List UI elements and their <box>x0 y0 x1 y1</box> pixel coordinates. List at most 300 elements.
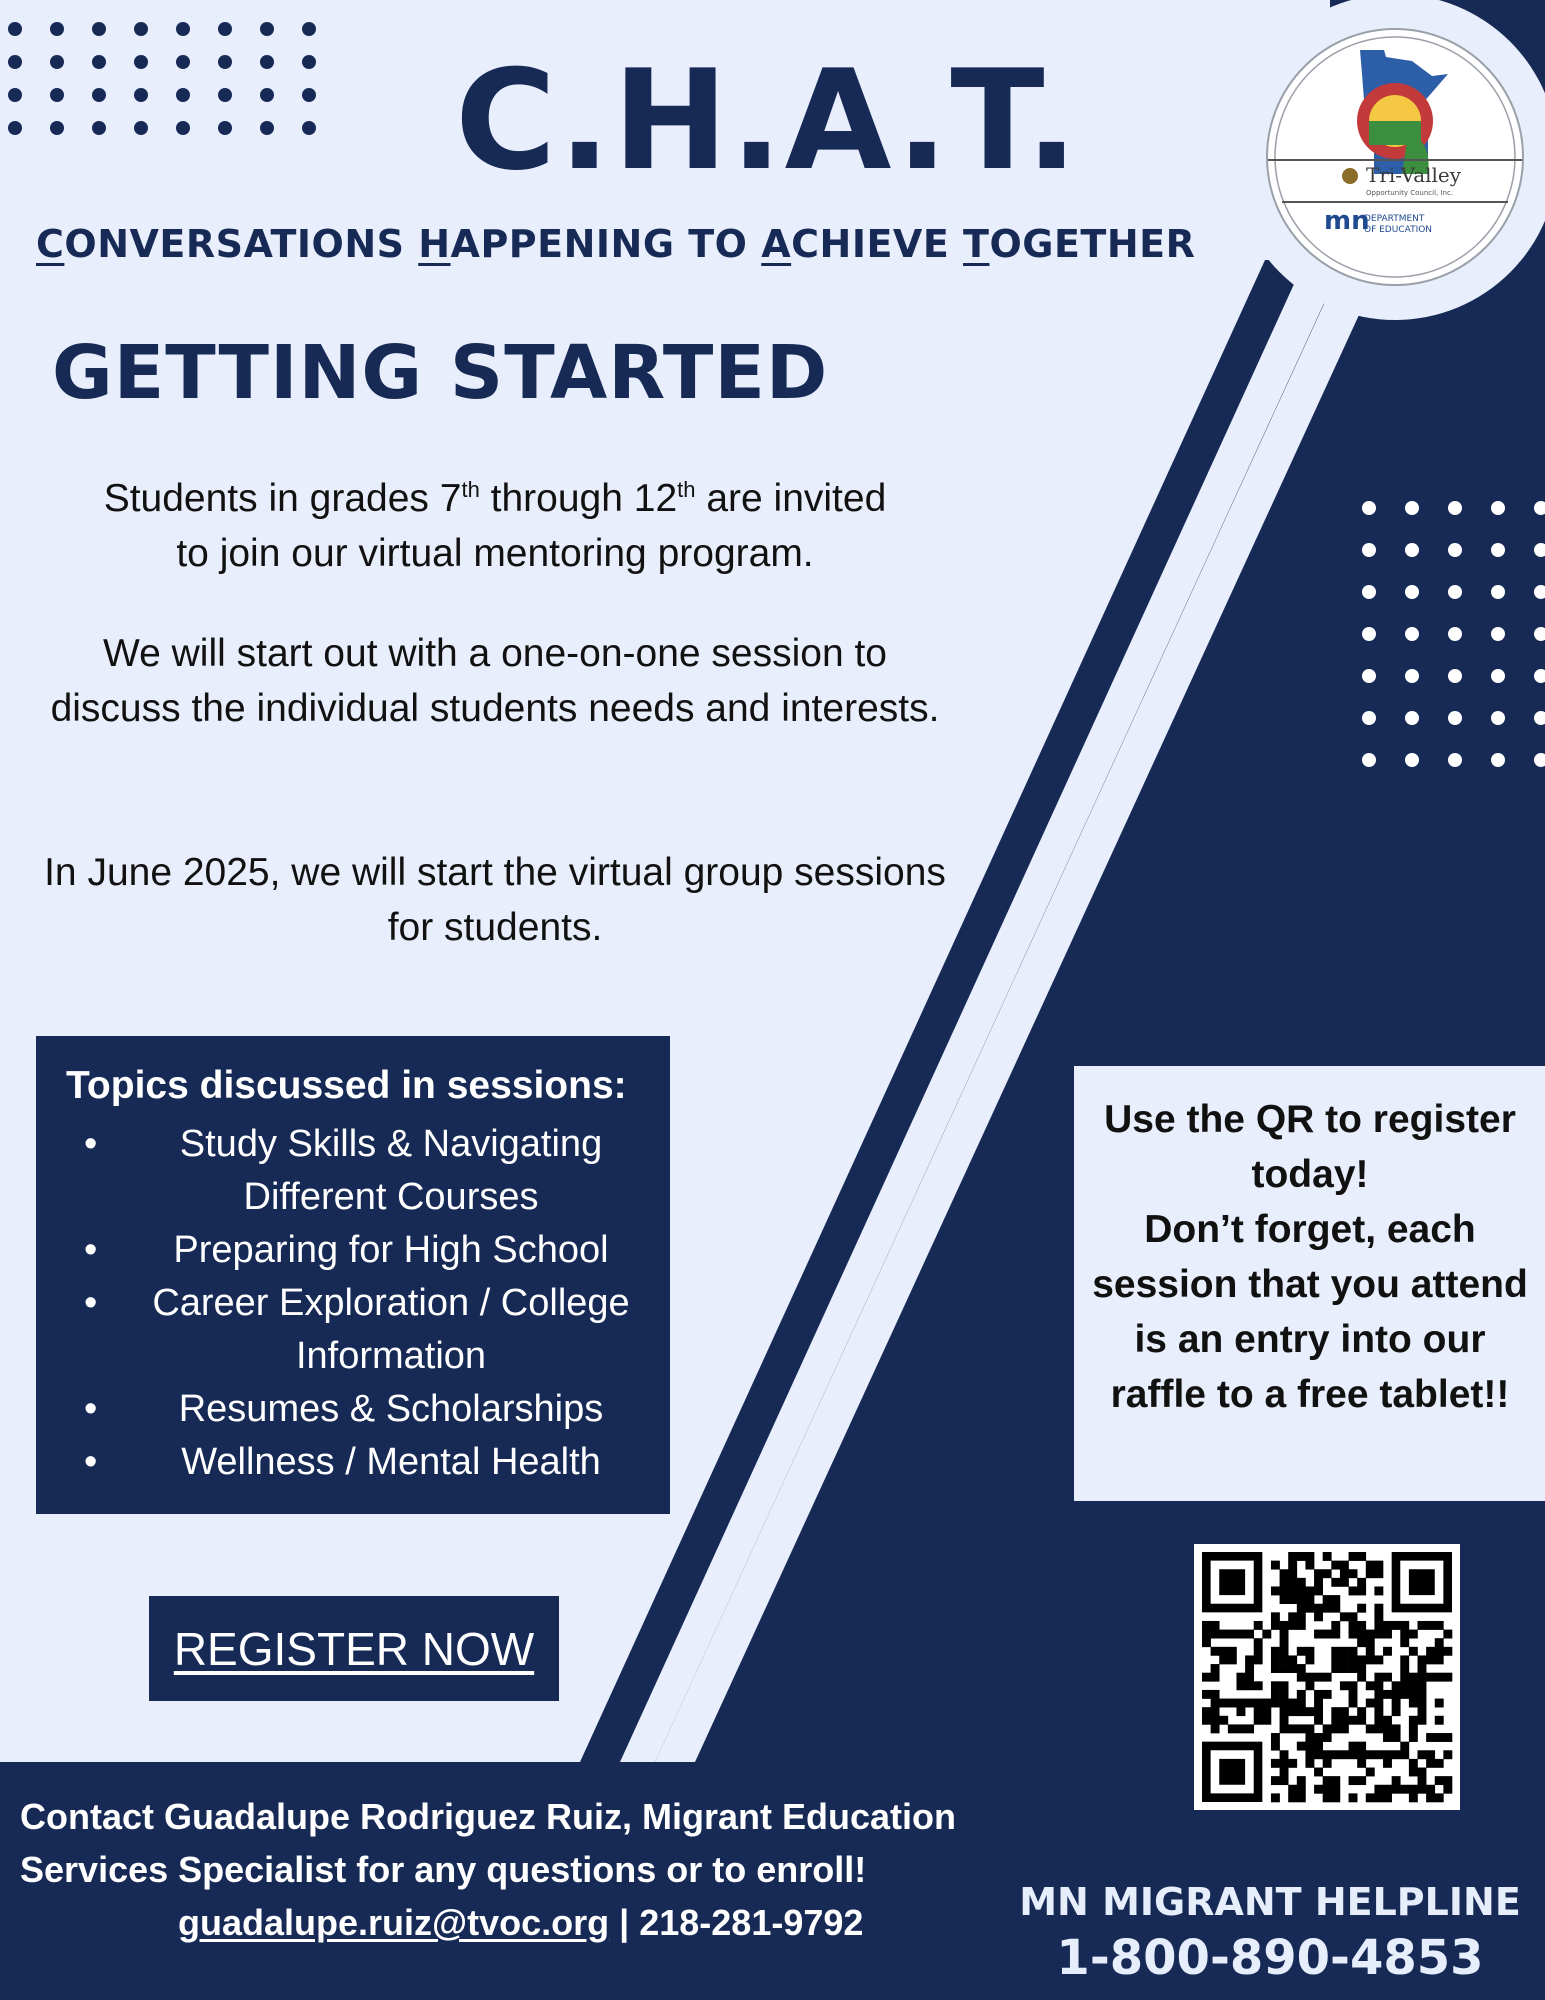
contact-info: Contact Guadalupe Rodriguez Ruiz, Migrant Education Services Specialist for any questions or to enroll! guadalupe.ruiz@tvoc.org | 218-281-9792 <box>20 1796 957 1943</box>
qr-module <box>1331 1664 1340 1673</box>
qr-module <box>1349 1750 1358 1759</box>
qr-module <box>1383 1716 1392 1725</box>
decorative-dot <box>218 88 232 102</box>
qr-module <box>1314 1673 1323 1682</box>
qr-module <box>1331 1561 1340 1570</box>
qr-module <box>1254 1621 1263 1630</box>
decorative-dot <box>218 121 232 135</box>
qr-module <box>1202 1673 1211 1682</box>
decorative-dot <box>1362 585 1376 599</box>
qr-module <box>1323 1733 1332 1742</box>
decorative-dot <box>92 55 106 69</box>
qr-module <box>1331 1595 1340 1604</box>
qr-module <box>1374 1681 1383 1690</box>
qr-module <box>1418 1707 1427 1716</box>
qr-module <box>1305 1655 1314 1664</box>
register-now-button[interactable]: REGISTER NOW <box>149 1596 559 1701</box>
qr-module <box>1357 1586 1366 1595</box>
topics-panel <box>36 1036 670 1514</box>
qr-module <box>1297 1647 1306 1656</box>
qr-module <box>1211 1647 1220 1656</box>
qr-module <box>1297 1690 1306 1699</box>
qr-module <box>1305 1681 1314 1690</box>
qr-module <box>1383 1673 1392 1682</box>
qr-module <box>1254 1699 1263 1708</box>
qr-module <box>1297 1552 1306 1561</box>
qr-module <box>1305 1724 1314 1733</box>
qr-module <box>1297 1699 1306 1708</box>
decorative-dot <box>260 121 274 135</box>
qr-module <box>1271 1733 1280 1742</box>
qr-module <box>1357 1638 1366 1647</box>
decorative-dot <box>1362 753 1376 767</box>
qr-module <box>1245 1673 1254 1682</box>
qr-module <box>1245 1664 1254 1673</box>
qr-module <box>1288 1707 1297 1716</box>
decorative-dot <box>1405 711 1419 725</box>
qr-module <box>1280 1655 1289 1664</box>
qr-module <box>1211 1664 1220 1673</box>
qr-module <box>1392 1707 1401 1716</box>
qr-module <box>1400 1655 1409 1664</box>
qr-module <box>1280 1586 1289 1595</box>
qr-module <box>1331 1716 1340 1725</box>
qr-module <box>1426 1647 1435 1656</box>
qr-module <box>1340 1664 1349 1673</box>
qr-module <box>1392 1621 1401 1630</box>
decorative-dot <box>1362 501 1376 515</box>
svg-text:DEPARTMENT: DEPARTMENT <box>1364 214 1425 224</box>
qr-module <box>1280 1690 1289 1699</box>
qr-module <box>1374 1699 1383 1708</box>
qr-module <box>1236 1707 1245 1716</box>
program-logo <box>1262 24 1528 290</box>
qr-module <box>1219 1655 1228 1664</box>
qr-module <box>1314 1707 1323 1716</box>
qr-module <box>1357 1578 1366 1587</box>
qr-module <box>1228 1647 1237 1656</box>
topics-list <box>56 1118 656 1489</box>
qr-module <box>1349 1569 1358 1578</box>
qr-module <box>1245 1724 1254 1733</box>
helpline-label: MN MIGRANT HELPLINE <box>1019 1880 1521 1924</box>
qr-module <box>1435 1647 1444 1656</box>
decorative-dot <box>260 88 274 102</box>
qr-module <box>1357 1742 1366 1751</box>
qr-module <box>1219 1716 1228 1725</box>
qr-module <box>1331 1604 1340 1613</box>
qr-module <box>1349 1655 1358 1664</box>
qr-module <box>1409 1733 1418 1742</box>
list-item: • Wellness / Mental Health <box>56 1436 656 1489</box>
qr-module <box>1418 1681 1427 1690</box>
decorative-dot <box>1448 501 1462 515</box>
qr-module <box>1409 1647 1418 1656</box>
qr-module <box>1366 1655 1375 1664</box>
decorative-dot <box>92 121 106 135</box>
qr-module <box>1219 1647 1228 1656</box>
list-item: • Preparing for High School <box>56 1224 656 1277</box>
qr-finder-pattern <box>1409 1569 1435 1595</box>
qr-module <box>1392 1750 1401 1759</box>
qr-module <box>1211 1673 1220 1682</box>
qr-module <box>1349 1630 1358 1639</box>
qr-module <box>1297 1578 1306 1587</box>
qr-module <box>1357 1664 1366 1673</box>
decorative-dot <box>1405 753 1419 767</box>
qr-module <box>1357 1707 1366 1716</box>
qr-module <box>1409 1630 1418 1639</box>
qr-module <box>1280 1569 1289 1578</box>
qr-module <box>1349 1647 1358 1656</box>
qr-module <box>1219 1630 1228 1639</box>
qr-module <box>1305 1733 1314 1742</box>
qr-module <box>1418 1716 1427 1725</box>
qr-module <box>1374 1621 1383 1630</box>
qr-module <box>1271 1647 1280 1656</box>
qr-module <box>1271 1561 1280 1570</box>
decorative-dot <box>50 121 64 135</box>
session-paragraph: We will start out with a one-on-one session to discuss the individual students needs and interests. <box>50 632 940 730</box>
qr-module <box>1211 1716 1220 1725</box>
qr-module <box>1280 1724 1289 1733</box>
qr-module <box>1314 1612 1323 1621</box>
qr-module <box>1409 1716 1418 1725</box>
qr-module <box>1288 1699 1297 1708</box>
qr-module <box>1435 1673 1444 1682</box>
qr-module <box>1409 1673 1418 1682</box>
decorative-dot <box>1448 543 1462 557</box>
intro-paragraph: Students in grades 7th through 12th are invited to join our virtual mentoring program. <box>103 477 887 575</box>
qr-module <box>1374 1750 1383 1759</box>
mn-department-logo-mark: mn <box>1324 206 1370 236</box>
qr-module <box>1202 1621 1211 1630</box>
qr-module <box>1357 1552 1366 1561</box>
decorative-dot <box>92 88 106 102</box>
decorative-dot <box>1491 753 1505 767</box>
qr-module <box>1254 1655 1263 1664</box>
qr-module <box>1280 1707 1289 1716</box>
qr-module <box>1383 1621 1392 1630</box>
qr-module <box>1340 1681 1349 1690</box>
qr-module <box>1202 1707 1211 1716</box>
qr-module <box>1280 1664 1289 1673</box>
decorative-dot <box>1534 585 1545 599</box>
list-item: • Study Skills & Navigating Different Courses <box>56 1118 656 1224</box>
qr-module <box>1349 1664 1358 1673</box>
qr-module <box>1211 1707 1220 1716</box>
group-sessions-paragraph: In June 2025, we will start the virtual group sessions for students. <box>44 851 946 949</box>
qr-module <box>1443 1750 1452 1759</box>
qr-module <box>1280 1681 1289 1690</box>
qr-module <box>1271 1621 1280 1630</box>
qr-module <box>1366 1561 1375 1570</box>
qr-module <box>1271 1655 1280 1664</box>
qr-module <box>1280 1750 1289 1759</box>
qr-module <box>1228 1724 1237 1733</box>
decorative-dot <box>1362 627 1376 641</box>
qr-module <box>1314 1586 1323 1595</box>
qr-module <box>1400 1638 1409 1647</box>
decorative-dot <box>8 55 22 69</box>
svg-text:OF EDUCATION: OF EDUCATION <box>1364 225 1433 235</box>
qr-module <box>1211 1621 1220 1630</box>
qr-module <box>1314 1733 1323 1742</box>
qr-module <box>1383 1750 1392 1759</box>
qr-module <box>1349 1742 1358 1751</box>
qr-module <box>1314 1630 1323 1639</box>
decorative-dot <box>1362 543 1376 557</box>
decorative-dot <box>1448 711 1462 725</box>
qr-module <box>1305 1647 1314 1656</box>
email-link[interactable]: guadalupe.ruiz@tvoc.org <box>178 1902 610 1943</box>
section-heading: GETTING STARTED <box>52 330 829 416</box>
decorative-dot <box>1448 627 1462 641</box>
qr-module <box>1400 1664 1409 1673</box>
qr-module <box>1236 1681 1245 1690</box>
qr-module <box>1409 1724 1418 1733</box>
qr-module <box>1374 1561 1383 1570</box>
decorative-dot <box>50 55 64 69</box>
decorative-dot <box>1405 669 1419 683</box>
qr-module <box>1288 1621 1297 1630</box>
qr-module <box>1357 1655 1366 1664</box>
qr-module <box>1305 1561 1314 1570</box>
decorative-dot <box>8 121 22 135</box>
qr-module <box>1349 1552 1358 1561</box>
qr-module <box>1418 1750 1427 1759</box>
qr-module <box>1305 1595 1314 1604</box>
page-title: C.H.A.T. <box>455 40 1081 201</box>
qr-module <box>1392 1733 1401 1742</box>
qr-module <box>1400 1690 1409 1699</box>
decorative-dot <box>176 88 190 102</box>
qr-module <box>1280 1647 1289 1656</box>
qr-module <box>1323 1673 1332 1682</box>
decorative-dot <box>8 22 22 36</box>
decorative-dot <box>1534 669 1545 683</box>
decorative-dot <box>50 88 64 102</box>
qr-module <box>1323 1595 1332 1604</box>
qr-module <box>1357 1673 1366 1682</box>
qr-info-panel <box>1074 1066 1545 1501</box>
qr-module <box>1254 1707 1263 1716</box>
qr-module <box>1228 1699 1237 1708</box>
qr-module <box>1288 1552 1297 1561</box>
qr-module <box>1426 1750 1435 1759</box>
decorative-dot <box>92 22 106 36</box>
qr-module <box>1400 1673 1409 1682</box>
qr-module <box>1435 1716 1444 1725</box>
qr-module <box>1443 1673 1452 1682</box>
qr-module <box>1202 1716 1211 1725</box>
qr-module <box>1305 1707 1314 1716</box>
qr-module <box>1323 1690 1332 1699</box>
qr-module <box>1271 1612 1280 1621</box>
decorative-dot <box>1448 585 1462 599</box>
qr-module <box>1323 1569 1332 1578</box>
qr-module <box>1366 1638 1375 1647</box>
decorative-dot <box>260 55 274 69</box>
decorative-dot <box>134 22 148 36</box>
qr-module <box>1323 1724 1332 1733</box>
qr-module <box>1374 1716 1383 1725</box>
phone-number: 218-281-9792 <box>639 1902 864 1943</box>
qr-module <box>1288 1586 1297 1595</box>
decorative-dot <box>1491 501 1505 515</box>
qr-module <box>1366 1724 1375 1733</box>
decorative-dot <box>176 55 190 69</box>
decorative-dot <box>1448 669 1462 683</box>
qr-module <box>1331 1630 1340 1639</box>
qr-module <box>1443 1630 1452 1639</box>
qr-module <box>1314 1742 1323 1751</box>
decorative-dot <box>1362 669 1376 683</box>
qr-module <box>1349 1690 1358 1699</box>
qr-module <box>1297 1621 1306 1630</box>
qr-module <box>1340 1569 1349 1578</box>
qr-module <box>1400 1750 1409 1759</box>
decorative-dot <box>302 121 316 135</box>
qr-module <box>1314 1578 1323 1587</box>
qr-module <box>1305 1552 1314 1561</box>
decorative-dot <box>1405 543 1419 557</box>
qr-module <box>1383 1647 1392 1656</box>
qr-module <box>1254 1681 1263 1690</box>
decorative-dot <box>1405 627 1419 641</box>
dot-pattern-right <box>1350 495 1545 775</box>
qr-module <box>1236 1724 1245 1733</box>
qr-module <box>1392 1724 1401 1733</box>
qr-module <box>1349 1699 1358 1708</box>
qr-module <box>1340 1716 1349 1725</box>
qr-module <box>1366 1681 1375 1690</box>
decorative-dot <box>176 22 190 36</box>
qr-module <box>1418 1621 1427 1630</box>
qr-module <box>1418 1664 1427 1673</box>
qr-module <box>1374 1612 1383 1621</box>
list-item: • Resumes & Scholarships <box>56 1383 656 1436</box>
qr-module <box>1297 1742 1306 1751</box>
qr-module <box>1426 1655 1435 1664</box>
qr-module <box>1297 1673 1306 1682</box>
qr-module <box>1297 1604 1306 1613</box>
qr-module <box>1435 1655 1444 1664</box>
qr-module <box>1331 1724 1340 1733</box>
tri-valley-logo-text: Tri-Valley <box>1366 163 1462 187</box>
qr-module <box>1254 1716 1263 1725</box>
qr-module <box>1340 1578 1349 1587</box>
qr-module <box>1202 1690 1211 1699</box>
qr-module <box>1340 1561 1349 1570</box>
qr-module <box>1280 1621 1289 1630</box>
qr-module <box>1245 1699 1254 1708</box>
qr-module <box>1340 1750 1349 1759</box>
qr-module <box>1314 1716 1323 1725</box>
qr-module <box>1297 1707 1306 1716</box>
qr-module <box>1366 1750 1375 1759</box>
decorative-dot <box>1534 501 1545 515</box>
qr-module <box>1383 1724 1392 1733</box>
qr-module <box>1383 1690 1392 1699</box>
qr-module <box>1357 1621 1366 1630</box>
qr-module <box>1374 1630 1383 1639</box>
decorative-dot <box>1491 627 1505 641</box>
qr-module <box>1262 1707 1271 1716</box>
qr-module <box>1297 1595 1306 1604</box>
qr-module <box>1426 1621 1435 1630</box>
decorative-dot <box>1534 627 1545 641</box>
decorative-dot <box>134 121 148 135</box>
qr-module <box>1409 1681 1418 1690</box>
qr-module <box>1288 1724 1297 1733</box>
qr-module <box>1280 1578 1289 1587</box>
decorative-dot <box>302 22 316 36</box>
qr-module <box>1219 1699 1228 1708</box>
qr-module <box>1366 1699 1375 1708</box>
decorative-dot <box>1448 753 1462 767</box>
qr-module <box>1314 1690 1323 1699</box>
svg-text:Opportunity Council, Inc.: Opportunity Council, Inc. <box>1366 189 1454 197</box>
decorative-dot <box>1491 543 1505 557</box>
qr-module <box>1297 1586 1306 1595</box>
qr-module <box>1314 1604 1323 1613</box>
qr-module <box>1245 1655 1254 1664</box>
qr-module <box>1400 1630 1409 1639</box>
qr-module <box>1271 1699 1280 1708</box>
qr-module <box>1228 1630 1237 1639</box>
qr-module <box>1374 1604 1383 1613</box>
qr-module <box>1340 1612 1349 1621</box>
qr-module <box>1392 1690 1401 1699</box>
qr-module <box>1288 1655 1297 1664</box>
list-item: • Career Exploration / College Information <box>56 1277 656 1383</box>
qr-module <box>1435 1621 1444 1630</box>
qr-module <box>1254 1647 1263 1656</box>
qr-module <box>1443 1647 1452 1656</box>
qr-module <box>1366 1569 1375 1578</box>
qr-module <box>1271 1586 1280 1595</box>
qr-module <box>1340 1707 1349 1716</box>
qr-module <box>1245 1630 1254 1639</box>
qr-module <box>1305 1673 1314 1682</box>
qr-module <box>1340 1655 1349 1664</box>
qr-module <box>1331 1655 1340 1664</box>
qr-module <box>1288 1612 1297 1621</box>
qr-module <box>1426 1673 1435 1682</box>
qr-module <box>1202 1638 1211 1647</box>
qr-module <box>1331 1647 1340 1656</box>
qr-module <box>1280 1630 1289 1639</box>
qr-module <box>1280 1699 1289 1708</box>
qr-module <box>1374 1586 1383 1595</box>
decorative-dot <box>1491 585 1505 599</box>
decorative-dot <box>260 22 274 36</box>
qr-module <box>1426 1733 1435 1742</box>
decorative-dot <box>1534 753 1545 767</box>
qr-module <box>1202 1630 1211 1639</box>
decorative-dot <box>8 88 22 102</box>
qr-module <box>1435 1733 1444 1742</box>
qr-module <box>1366 1630 1375 1639</box>
qr-module <box>1331 1578 1340 1587</box>
qr-module <box>1409 1699 1418 1708</box>
qr-module <box>1288 1664 1297 1673</box>
qr-module <box>1349 1681 1358 1690</box>
qr-module <box>1340 1724 1349 1733</box>
qr-module <box>1409 1690 1418 1699</box>
decorative-dot <box>218 22 232 36</box>
